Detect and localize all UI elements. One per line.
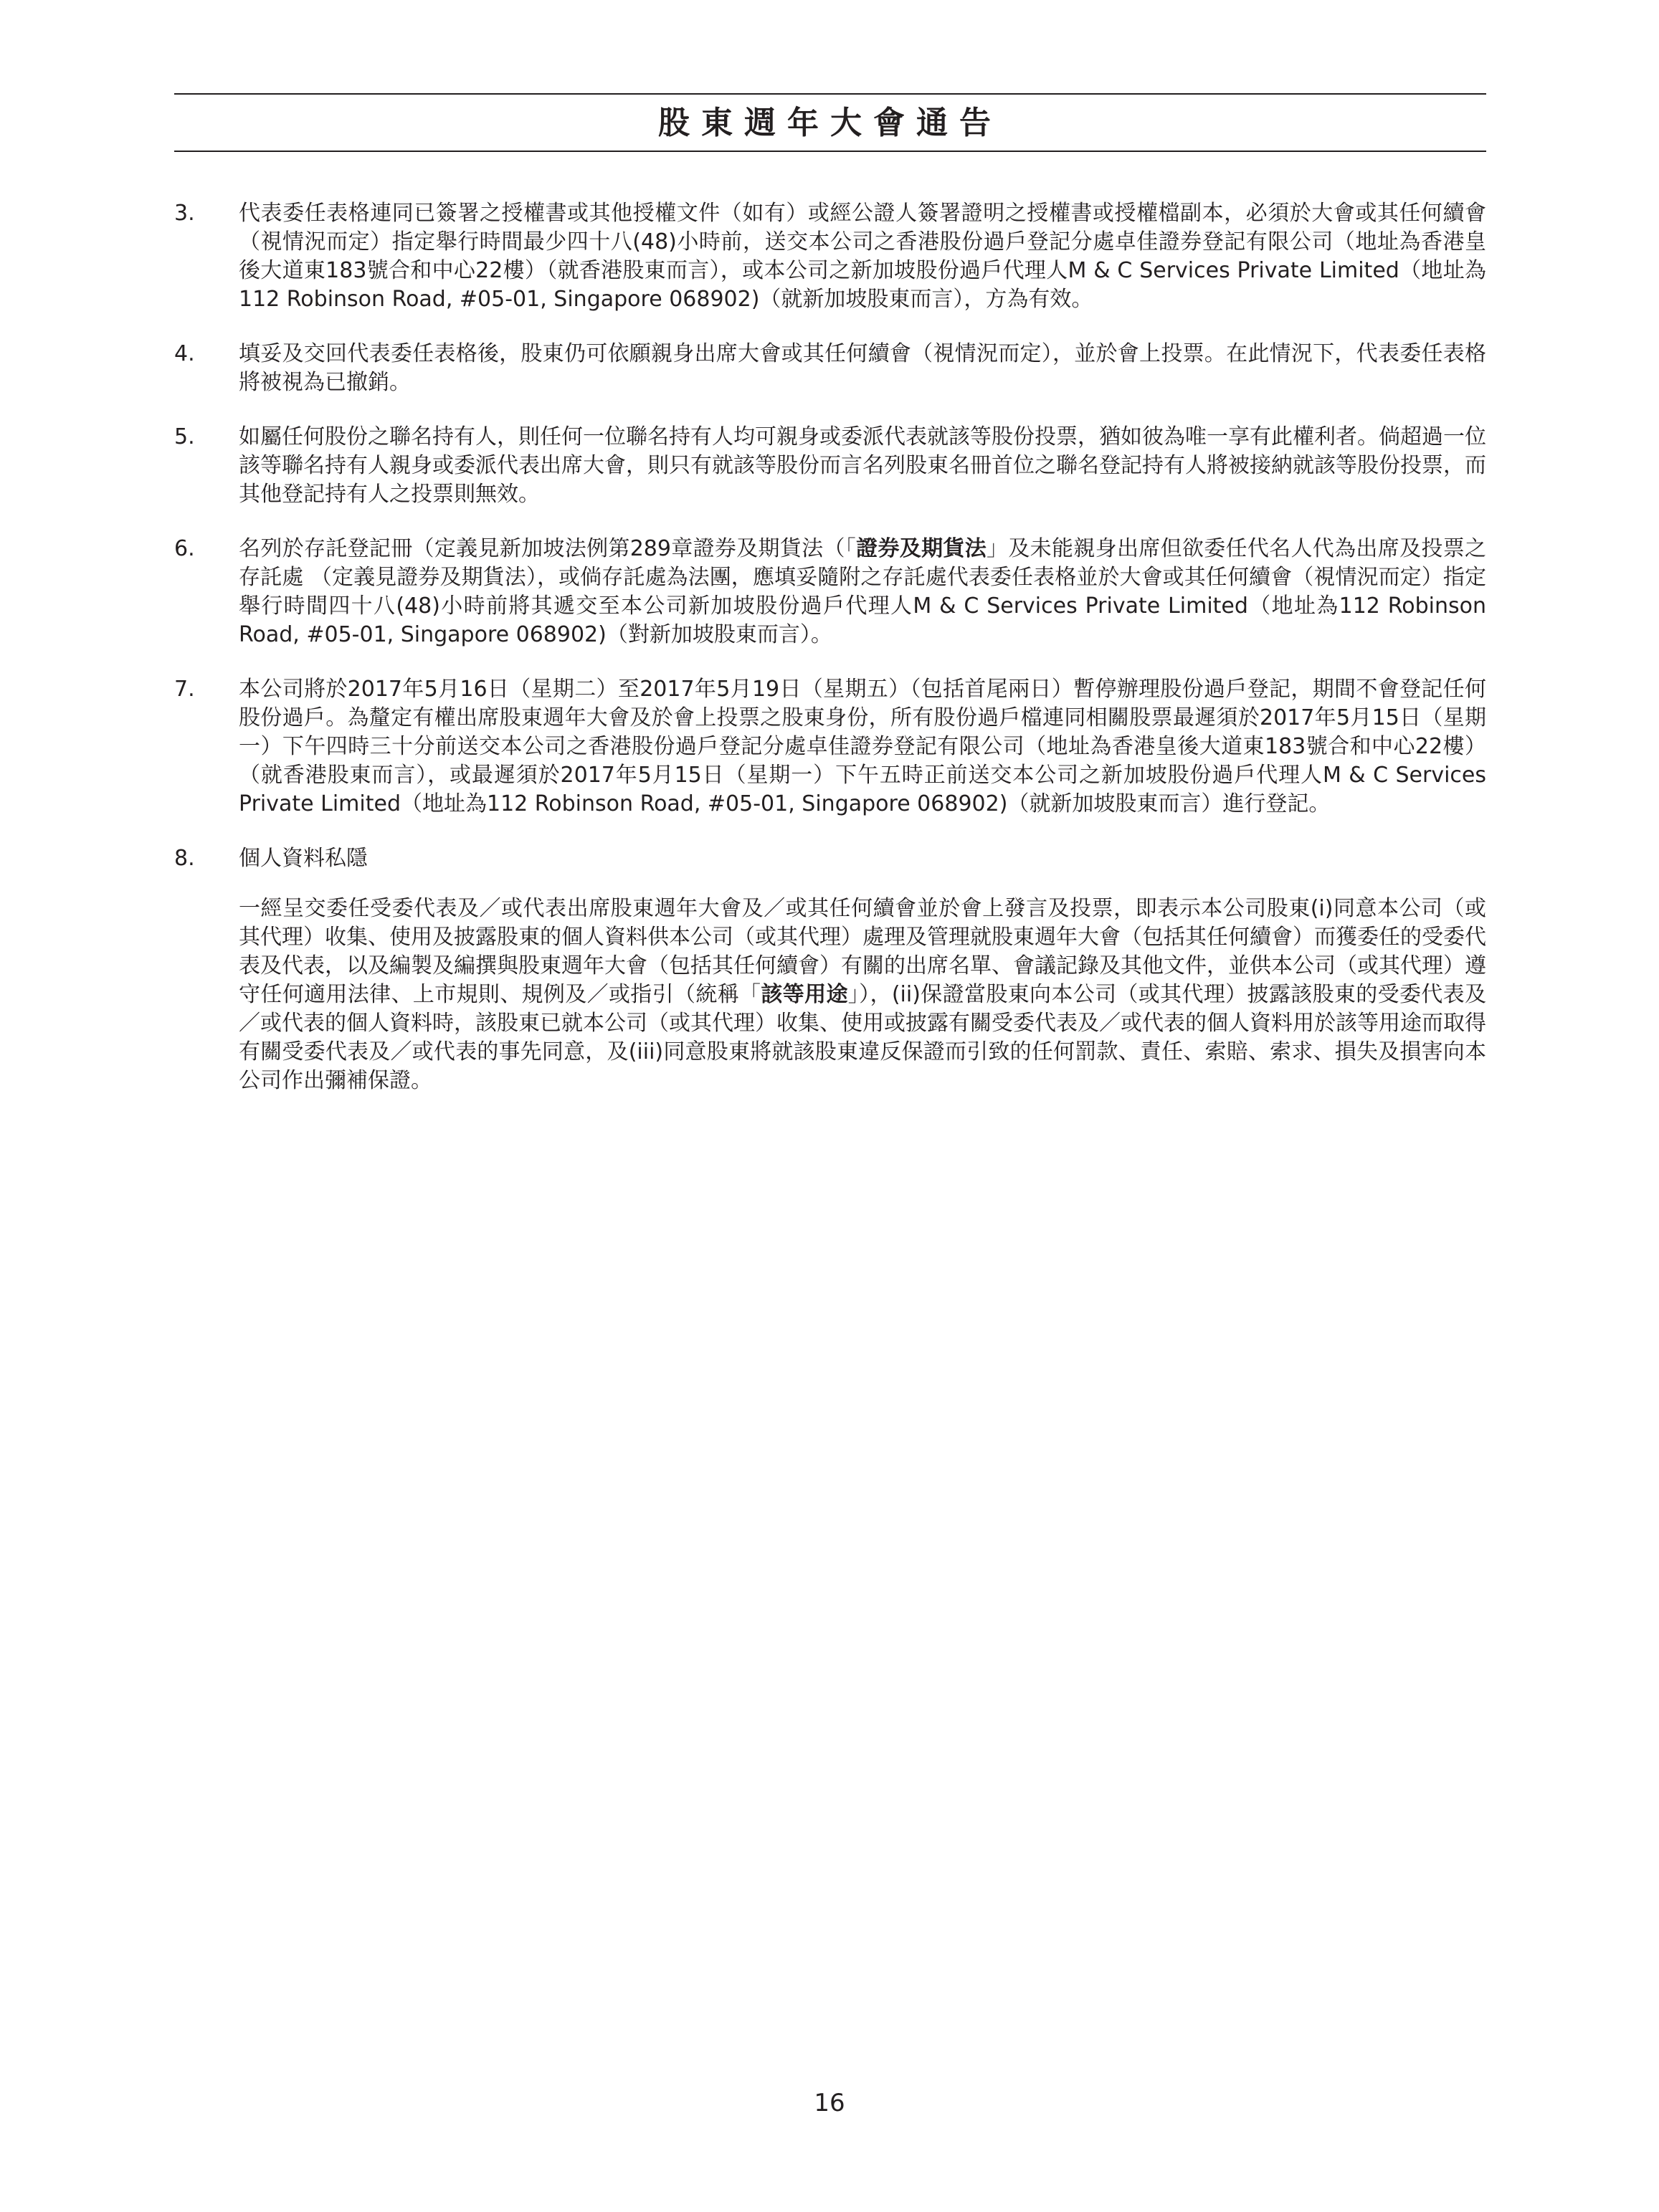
header-top-rule: [174, 93, 1486, 95]
note-number: 5.: [174, 424, 195, 449]
note-number: 6.: [174, 536, 195, 561]
note-body: [239, 340, 1486, 397]
note-body: [239, 423, 1486, 509]
note-text-part: 名列於存託登記冊（定義見新加坡法例第289章證券及期貨法（「: [239, 536, 857, 561]
notes-list: [174, 199, 1486, 1121]
note-text: 如屬任何股份之聯名持有人，則任何一位聯名持有人均可親身或委派代表就該等股份投票，猶如彼為唯一享有此權利者。倘超過一位該等聯名持有人親身或委派代表出席大會，則只有就該等股份而言名列股東名冊首位之聯名登記持有人將被接納就該等股份投票，而其他登記持有人之投票則無效。: [239, 424, 1486, 507]
note-text: 代表委任表格連同已簽署之授權書或其他授權文件（如有）或經公證人簽署證明之授權書或授權檔副本，必須於大會或其任何續會（視情況而定）指定舉行時間最少四十八(48)小時前，送交本公司之香港股份過戶登記分處卓佳證券登記有限公司（地址為香港皇後大道東183號合和中心22樓）（就香港股東而言），或本公司之新加坡股份過戶代理人M & C Services Private Limited（地址為112 Robinson Road, #05-01, Singapore 068902)（就新加坡股東而言），方為有效。: [239, 201, 1486, 312]
note-text-part: 」），(ii)保證當股東向本公司（或其代理）披露該股東的受委代表及／或代表的個人資料時，該股東已就本公司（或其代理）收集、使用或披露有關受委代表及／或代表的個人資料用於該等用途而取得有關受委代表及／或代表的事先同意，及(iii)同意股東將就該股東違反保證而引致的任何罰款、責任、索賠、索求、損失及損害向本公司作出彌補保證。: [239, 982, 1487, 1093]
note-text: [239, 535, 1486, 649]
defined-term: 該等用途: [761, 982, 848, 1007]
note-6: [174, 535, 1486, 649]
header-bottom-rule: [174, 151, 1486, 152]
note-number: 3.: [174, 201, 195, 226]
note-5: [174, 423, 1486, 509]
note-8: [174, 844, 1486, 1095]
page-number: 16: [814, 2089, 845, 2117]
note-text: [239, 895, 1486, 1095]
note-number: 4.: [174, 341, 195, 366]
note-text-part: 一經呈交委任受委代表及／或代表出席股東週年大會及／或其任何續會並於會上發言及投票，即表示本公司股東(i)同意本公司（或其代理）收集、使用及披露股東的個人資料供本公司（或其代理）處理及管理就股東週年大會（包括其任何續會）而獲委任的受委代表及代表，以及編製及編撰與股東週年大會（包括其任何續會）有關的出席名單、會議記錄及其他文件，並供本公司（或其代理）遵守任何適用法律、上市規則、規例及／或指引（統稱「: [239, 896, 1486, 1007]
note-3: [174, 199, 1486, 314]
note-text-part: 」及未能親身出席但欲委任代名人代為出席及投票之存託處 （定義見證券及期貨法），或倘存託處為法團，應填妥隨附之存託處代表委任表格並於大會或其任何續會（視情況而定）指定舉行時間四十八(48)小時前將其遞交至本公司新加坡股份過戶代理人M & C Services Private Limited（地址為112 Robinson Road, #05-01, Singapore 068902)（對新加坡股東而言）。: [239, 536, 1487, 647]
note-7: [174, 675, 1486, 819]
note-text: 本公司將於2017年5月16日（星期二）至2017年5月19日（星期五）（包括首尾兩日）暫停辦理股份過戶登記，期間不會登記任何股份過戶。為釐定有權出席股東週年大會及於會上投票之股東身份，所有股份過戶檔連同相關股票最遲須於2017年5月15日（星期一）下午四時三十分前送交本公司之香港股份過戶登記分處卓佳證券登記有限公司（地址為香港皇後大道東183號合和中心22樓）（就香港股東而言），或最遲須於2017年5月15日（星期一）下午五時正前送交本公司之新加坡股份過戶代理人M & C Services Private Limited（地址為112 Robinson Road, #05-01, Singapore 068902)（就新加坡股東而言）進行登記。: [239, 677, 1486, 816]
note-body: [239, 675, 1486, 819]
page-title: 股東週年大會通告: [658, 105, 1002, 141]
note-text: 填妥及交回代表委任表格後，股東仍可依願親身出席大會或其任何續會（視情況而定），並於會上投票。在此情況下，代表委任表格將被視為已撤銷。: [239, 341, 1486, 395]
defined-term: 證券及期貨法: [856, 536, 987, 561]
note-heading: 個人資料私隱: [239, 846, 368, 871]
note-number: 7.: [174, 677, 195, 702]
note-4: [174, 340, 1486, 397]
note-number: 8.: [174, 846, 195, 871]
note-body: [239, 535, 1486, 649]
note-body: [239, 844, 1486, 1095]
note-body: [239, 199, 1486, 314]
